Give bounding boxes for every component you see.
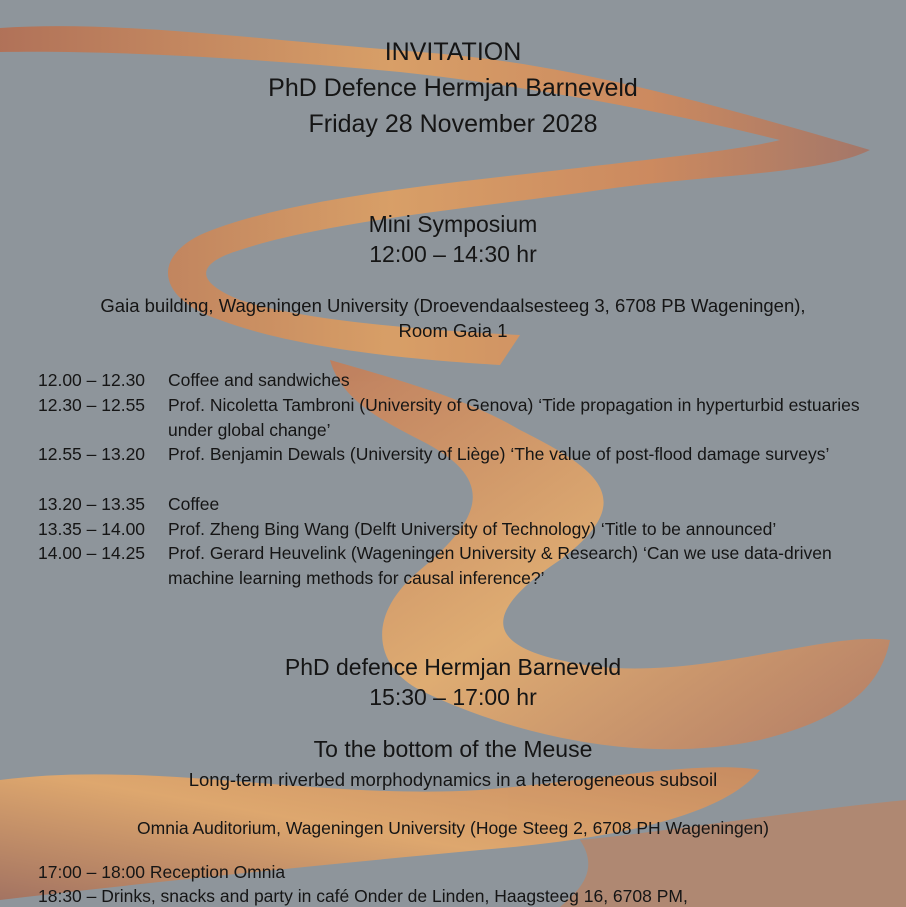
defence-time: 15:30 – 17:00 hr <box>369 684 537 710</box>
reception-line: 17:00 – 18:00 Reception Omnia <box>38 862 286 882</box>
program-description: Prof. Nicoletta Tambroni (University of Genova) ‘Tide propagation in hyperturbid estuaries under global change’ <box>168 395 860 440</box>
defence-date: Friday 28 November 2028 <box>308 110 598 138</box>
program-time: 13.35 – 14.00 <box>38 519 146 539</box>
defence-section-title: PhD defence Hermjan Barneveld <box>284 654 622 680</box>
party-line: 18:30 – Drinks, snacks and party in café Onder de Linden, Haagsteeg 16, 6708 PM, <box>38 886 688 906</box>
program-time: 14.00 – 14.25 <box>38 543 146 563</box>
program-time: 12.00 – 12.30 <box>38 370 146 390</box>
symposium-title: Mini Symposium <box>368 211 538 237</box>
thesis-subtitle: Long-term riverbed morphodynamics in a heterogeneous subsoil <box>188 769 718 790</box>
program-description: Coffee and sandwiches <box>168 370 350 390</box>
program-description: Prof. Gerard Heuvelink (Wageningen University & Research) ‘Can we use data-driven machine learning methods for causal inference?’ <box>168 543 832 588</box>
defence-venue: Omnia Auditorium, Wageningen University (Hoge Steeg 2, 6708 PH Wageningen) <box>137 818 769 838</box>
program-description: Coffee <box>168 494 220 514</box>
symposium-venue-line1: Gaia building, Wageningen University (Droevendaalsesteeg 3, 6708 PB Wageningen), <box>100 295 806 316</box>
program-description: Prof. Benjamin Dewals (University of Liège) ‘The value of post-flood damage surveys’ <box>168 444 830 464</box>
program-description: Prof. Zheng Bing Wang (Delft University of Technology) ‘Title to be announced’ <box>168 519 777 539</box>
thesis-title: To the bottom of the Meuse <box>313 736 593 762</box>
symposium-venue-line2: Room Gaia 1 <box>398 320 508 341</box>
defence-title: PhD Defence Hermjan Barneveld <box>268 74 638 102</box>
program-time: 13.20 – 13.35 <box>38 494 146 514</box>
program-time: 12.30 – 12.55 <box>38 395 146 415</box>
program-time: 12.55 – 13.20 <box>38 444 146 464</box>
symposium-time: 12:00 – 14:30 hr <box>369 241 537 267</box>
invitation-label: INVITATION <box>384 38 522 66</box>
